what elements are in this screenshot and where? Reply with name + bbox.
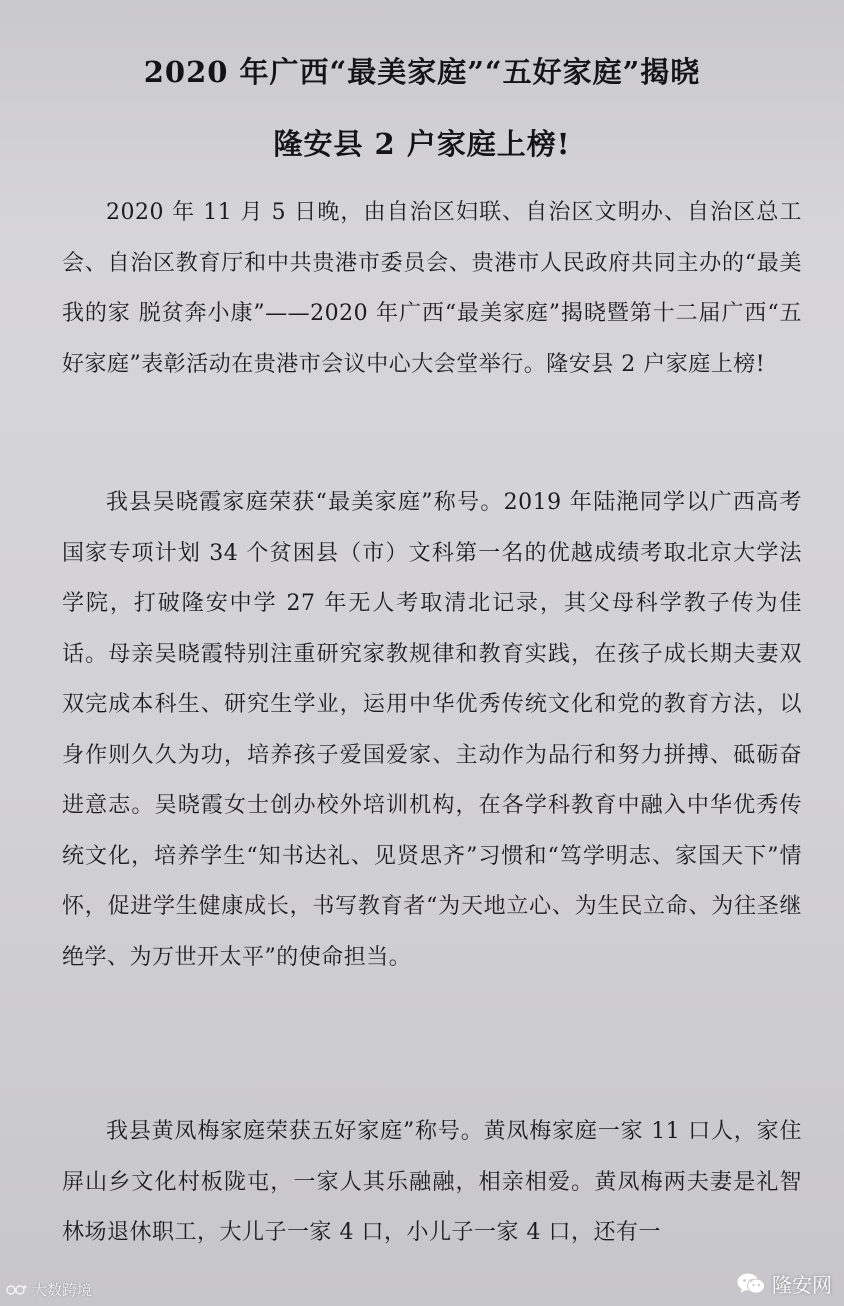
watermark-left	[6, 1279, 92, 1300]
paragraph-wu-family: 我县吴晓霞家庭荣获“最美家庭”称号。2019 年陆滟同学以广西高考国家专项计划 34 个贫困县（市）文科第一名的优越成绩考取北京大学法学院，打破隆安中学 27 年无人考取清北记录，其父母科学教子传为佳话。母亲吴晓霞特别注重研究家教规律和教育实践，在孩子成长期夫妻双双完成本科生、研究生学业，运用中华优秀传统文化和党的教育方法，以身作则久久为功，培养孩子爱国爱家、主动作为品行和努力拼搏、砥砺奋进意志。吴晓霞女士创办校外培训机构，在各学科教育中融入中华优秀传统文化，培养学生“知书达礼、见贤思齐”习惯和“笃学明志、家国天下”情怀，促进学生健康成长，书写教育者“为天地立心、为生民立命、为往圣继绝学、为万世开太平”的使命担当。	[62, 490, 802, 970]
watermark-right	[736, 1269, 832, 1298]
paragraph-huang-family: 我县黄凤梅家庭荣获五好家庭”称号。黄凤梅家庭一家 11 口人，家住屏山乡文化村板陇屯，一家人其乐融融，相亲相爱。黄凤梅两夫妻是礼智林场退休职工，大儿子一家 4 口，小儿子一家 4 口，还有一	[62, 1119, 802, 1245]
watermark-right-text: 隆安网	[772, 1273, 832, 1297]
document-title: 2020 年广西“最美家庭”“五好家庭”揭晓	[143, 55, 701, 89]
wechat-icon	[736, 1271, 766, 1297]
watermark-left-text: 大数跨境	[32, 1281, 93, 1299]
paragraph-intro: 2020 年 11 月 5 日晚，由自治区妇联、自治区文明办、自治区总工会、自治区教育厅和中共贵港市委员会、贵港市人民政府共同主办的“最美我的家 脱贫奔小康”——2020 年广西“最美家庭”揭晓暨第十二届广西“五好家庭”表彰活动在贵港市会议中心大会堂举行。隆安县 2 户家庭上榜!	[62, 200, 802, 377]
kuajing-logo-icon	[6, 1283, 28, 1297]
document-subtitle: 隆安县 2 户家庭上榜!	[273, 127, 571, 161]
